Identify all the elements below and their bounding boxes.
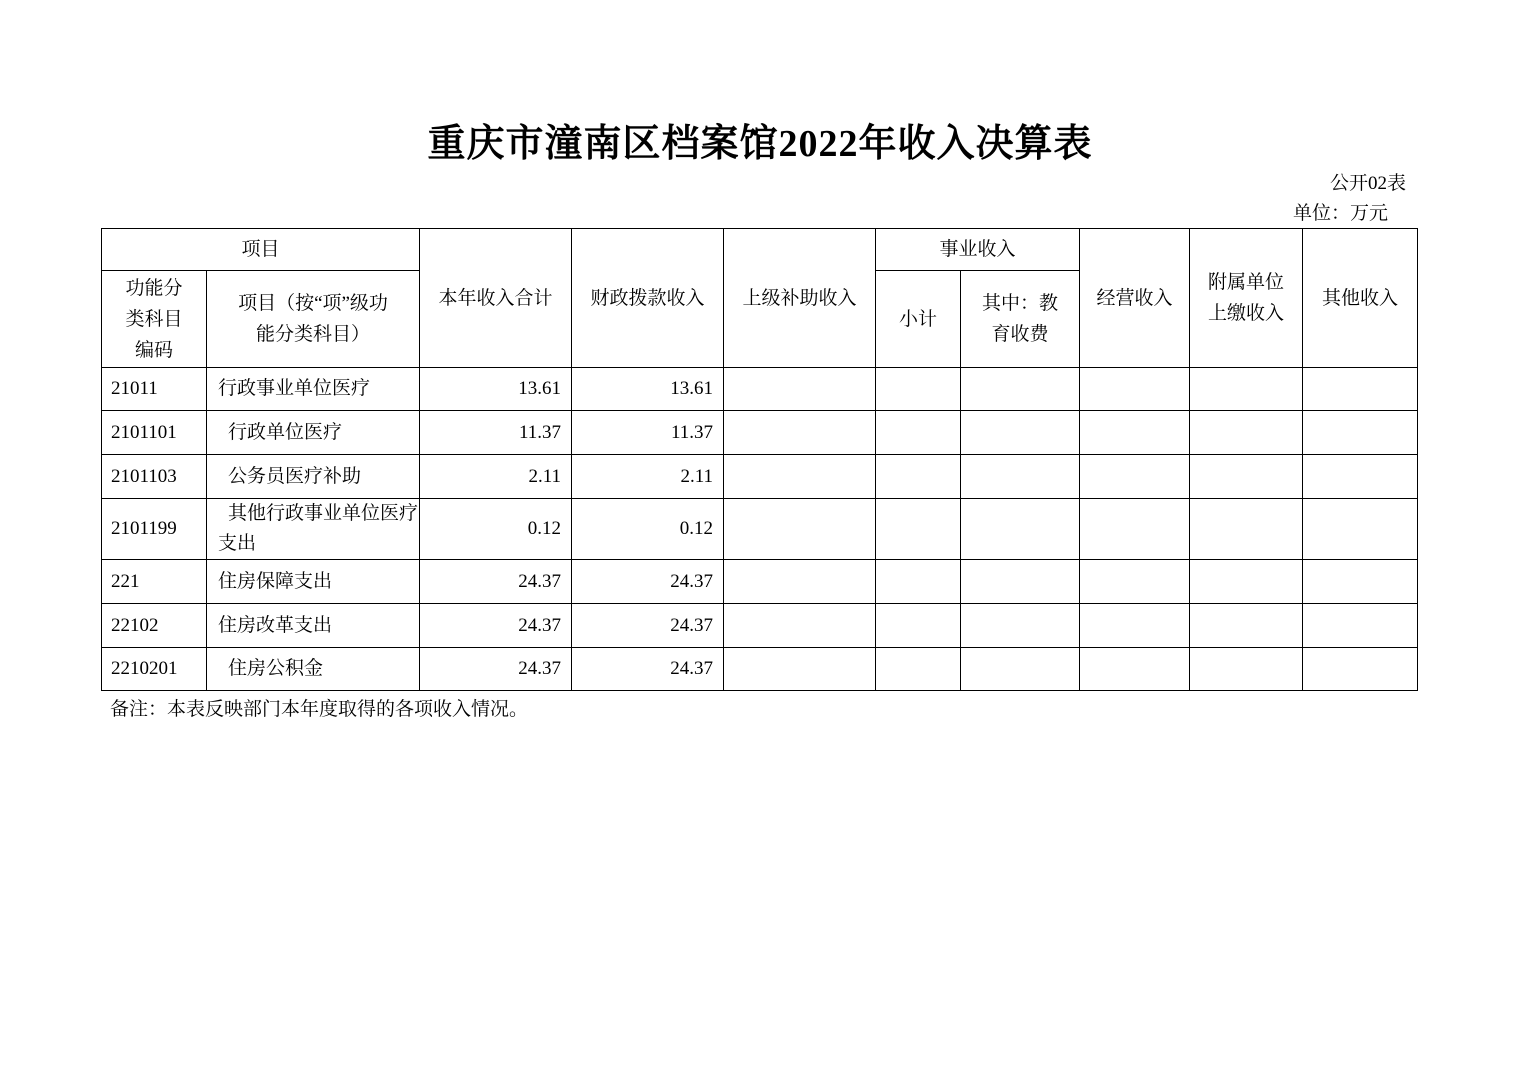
row-name: 其他行政事业单位医疗支出	[207, 499, 420, 560]
table-row	[102, 455, 1418, 499]
row-fiscal: 11.37	[572, 411, 724, 455]
row-empty-cell	[1080, 604, 1190, 648]
row-empty-cell	[1080, 648, 1190, 691]
header-item-name	[207, 271, 420, 368]
row-empty-cell	[876, 368, 961, 411]
row-code: 2101101	[102, 411, 207, 455]
header-total-income: 本年收入合计	[420, 229, 572, 368]
header-code-line: 类科目	[125, 308, 183, 330]
table-body	[102, 368, 1418, 691]
header-other-income: 其他收入	[1303, 229, 1418, 368]
table-header	[102, 229, 1418, 368]
row-empty-cell	[724, 560, 876, 604]
row-empty-cell	[1190, 455, 1303, 499]
header-business-income: 事业收入	[876, 229, 1080, 271]
table-note: 备注：本表反映部门本年度取得的各项收入情况。	[110, 699, 529, 720]
row-total: 24.37	[420, 648, 572, 691]
row-empty-cell	[961, 499, 1080, 560]
table-row	[102, 368, 1418, 411]
row-empty-cell	[876, 604, 961, 648]
row-empty-cell	[1190, 368, 1303, 411]
header-superior-subsidy: 上级补助收入	[724, 229, 876, 368]
row-total: 24.37	[420, 604, 572, 648]
row-empty-cell	[1303, 648, 1418, 691]
row-code: 2101199	[102, 499, 207, 560]
row-empty-cell	[961, 648, 1080, 691]
header-code-line: 功能分	[125, 277, 183, 299]
header-fiscal-income: 财政拨款收入	[572, 229, 724, 368]
row-code: 221	[102, 560, 207, 604]
row-empty-cell	[961, 604, 1080, 648]
income-table	[101, 228, 1418, 691]
row-empty-cell	[1303, 455, 1418, 499]
row-code: 2210201	[102, 648, 207, 691]
header-affiliated-line: 附属单位	[1208, 272, 1285, 293]
header-code-line: 编码	[134, 339, 173, 361]
row-empty-cell	[1190, 560, 1303, 604]
row-empty-cell	[961, 411, 1080, 455]
row-empty-cell	[724, 411, 876, 455]
table-row	[102, 648, 1418, 691]
row-empty-cell	[1303, 411, 1418, 455]
row-empty-cell	[876, 560, 961, 604]
header-name-line: 项目（按“项”级功	[238, 293, 388, 314]
row-name: 住房公积金	[207, 648, 420, 691]
row-empty-cell	[1303, 560, 1418, 604]
row-empty-cell	[876, 455, 961, 499]
row-fiscal: 24.37	[572, 560, 724, 604]
row-name: 住房改革支出	[207, 604, 420, 648]
header-name-line: 能分类科目）	[256, 324, 371, 345]
row-total: 24.37	[420, 560, 572, 604]
row-empty-cell	[1080, 455, 1190, 499]
row-empty-cell	[724, 455, 876, 499]
form-number: 公开02表	[1329, 173, 1406, 194]
row-empty-cell	[1080, 411, 1190, 455]
table-row	[102, 411, 1418, 455]
table-row	[102, 499, 1418, 560]
row-empty-cell	[1190, 648, 1303, 691]
row-empty-cell	[724, 604, 876, 648]
row-empty-cell	[961, 560, 1080, 604]
header-affiliated-income	[1190, 229, 1303, 368]
header-edu-line: 育收费	[991, 324, 1049, 345]
table-row	[102, 604, 1418, 648]
row-total: 13.61	[420, 368, 572, 411]
row-empty-cell	[724, 499, 876, 560]
row-empty-cell	[1190, 499, 1303, 560]
row-empty-cell	[724, 368, 876, 411]
row-fiscal: 0.12	[572, 499, 724, 560]
table-row	[102, 560, 1418, 604]
row-fiscal: 24.37	[572, 648, 724, 691]
row-empty-cell	[1080, 560, 1190, 604]
row-empty-cell	[876, 411, 961, 455]
row-empty-cell	[1190, 411, 1303, 455]
unit-label: 单位：万元	[1292, 203, 1388, 224]
row-code: 2101103	[102, 455, 207, 499]
row-empty-cell	[1303, 499, 1418, 560]
row-fiscal: 2.11	[572, 455, 724, 499]
header-education-fees	[961, 271, 1080, 368]
row-empty-cell	[1303, 604, 1418, 648]
row-empty-cell	[1303, 368, 1418, 411]
header-edu-line: 其中：教	[982, 293, 1059, 314]
row-name: 行政事业单位医疗	[207, 368, 420, 411]
row-empty-cell	[1190, 604, 1303, 648]
header-operating-income: 经营收入	[1080, 229, 1190, 368]
row-empty-cell	[876, 499, 961, 560]
header-subtotal: 小计	[876, 271, 961, 368]
row-name: 行政单位医疗	[207, 411, 420, 455]
row-name: 住房保障支出	[207, 560, 420, 604]
row-total: 11.37	[420, 411, 572, 455]
row-empty-cell	[961, 368, 1080, 411]
row-empty-cell	[876, 648, 961, 691]
row-empty-cell	[1080, 499, 1190, 560]
page-title: 重庆市潼南区档案馆2022年收入决算表	[427, 123, 1093, 165]
row-name: 公务员医疗补助	[207, 455, 420, 499]
row-empty-cell	[724, 648, 876, 691]
row-total: 0.12	[420, 499, 572, 560]
header-code	[102, 271, 207, 368]
header-project: 项目	[102, 229, 420, 271]
row-total: 2.11	[420, 455, 572, 499]
row-empty-cell	[1080, 368, 1190, 411]
header-affiliated-line: 上缴收入	[1208, 303, 1285, 324]
row-empty-cell	[961, 455, 1080, 499]
row-code: 21011	[102, 368, 207, 411]
row-code: 22102	[102, 604, 207, 648]
row-fiscal: 24.37	[572, 604, 724, 648]
row-fiscal: 13.61	[572, 368, 724, 411]
